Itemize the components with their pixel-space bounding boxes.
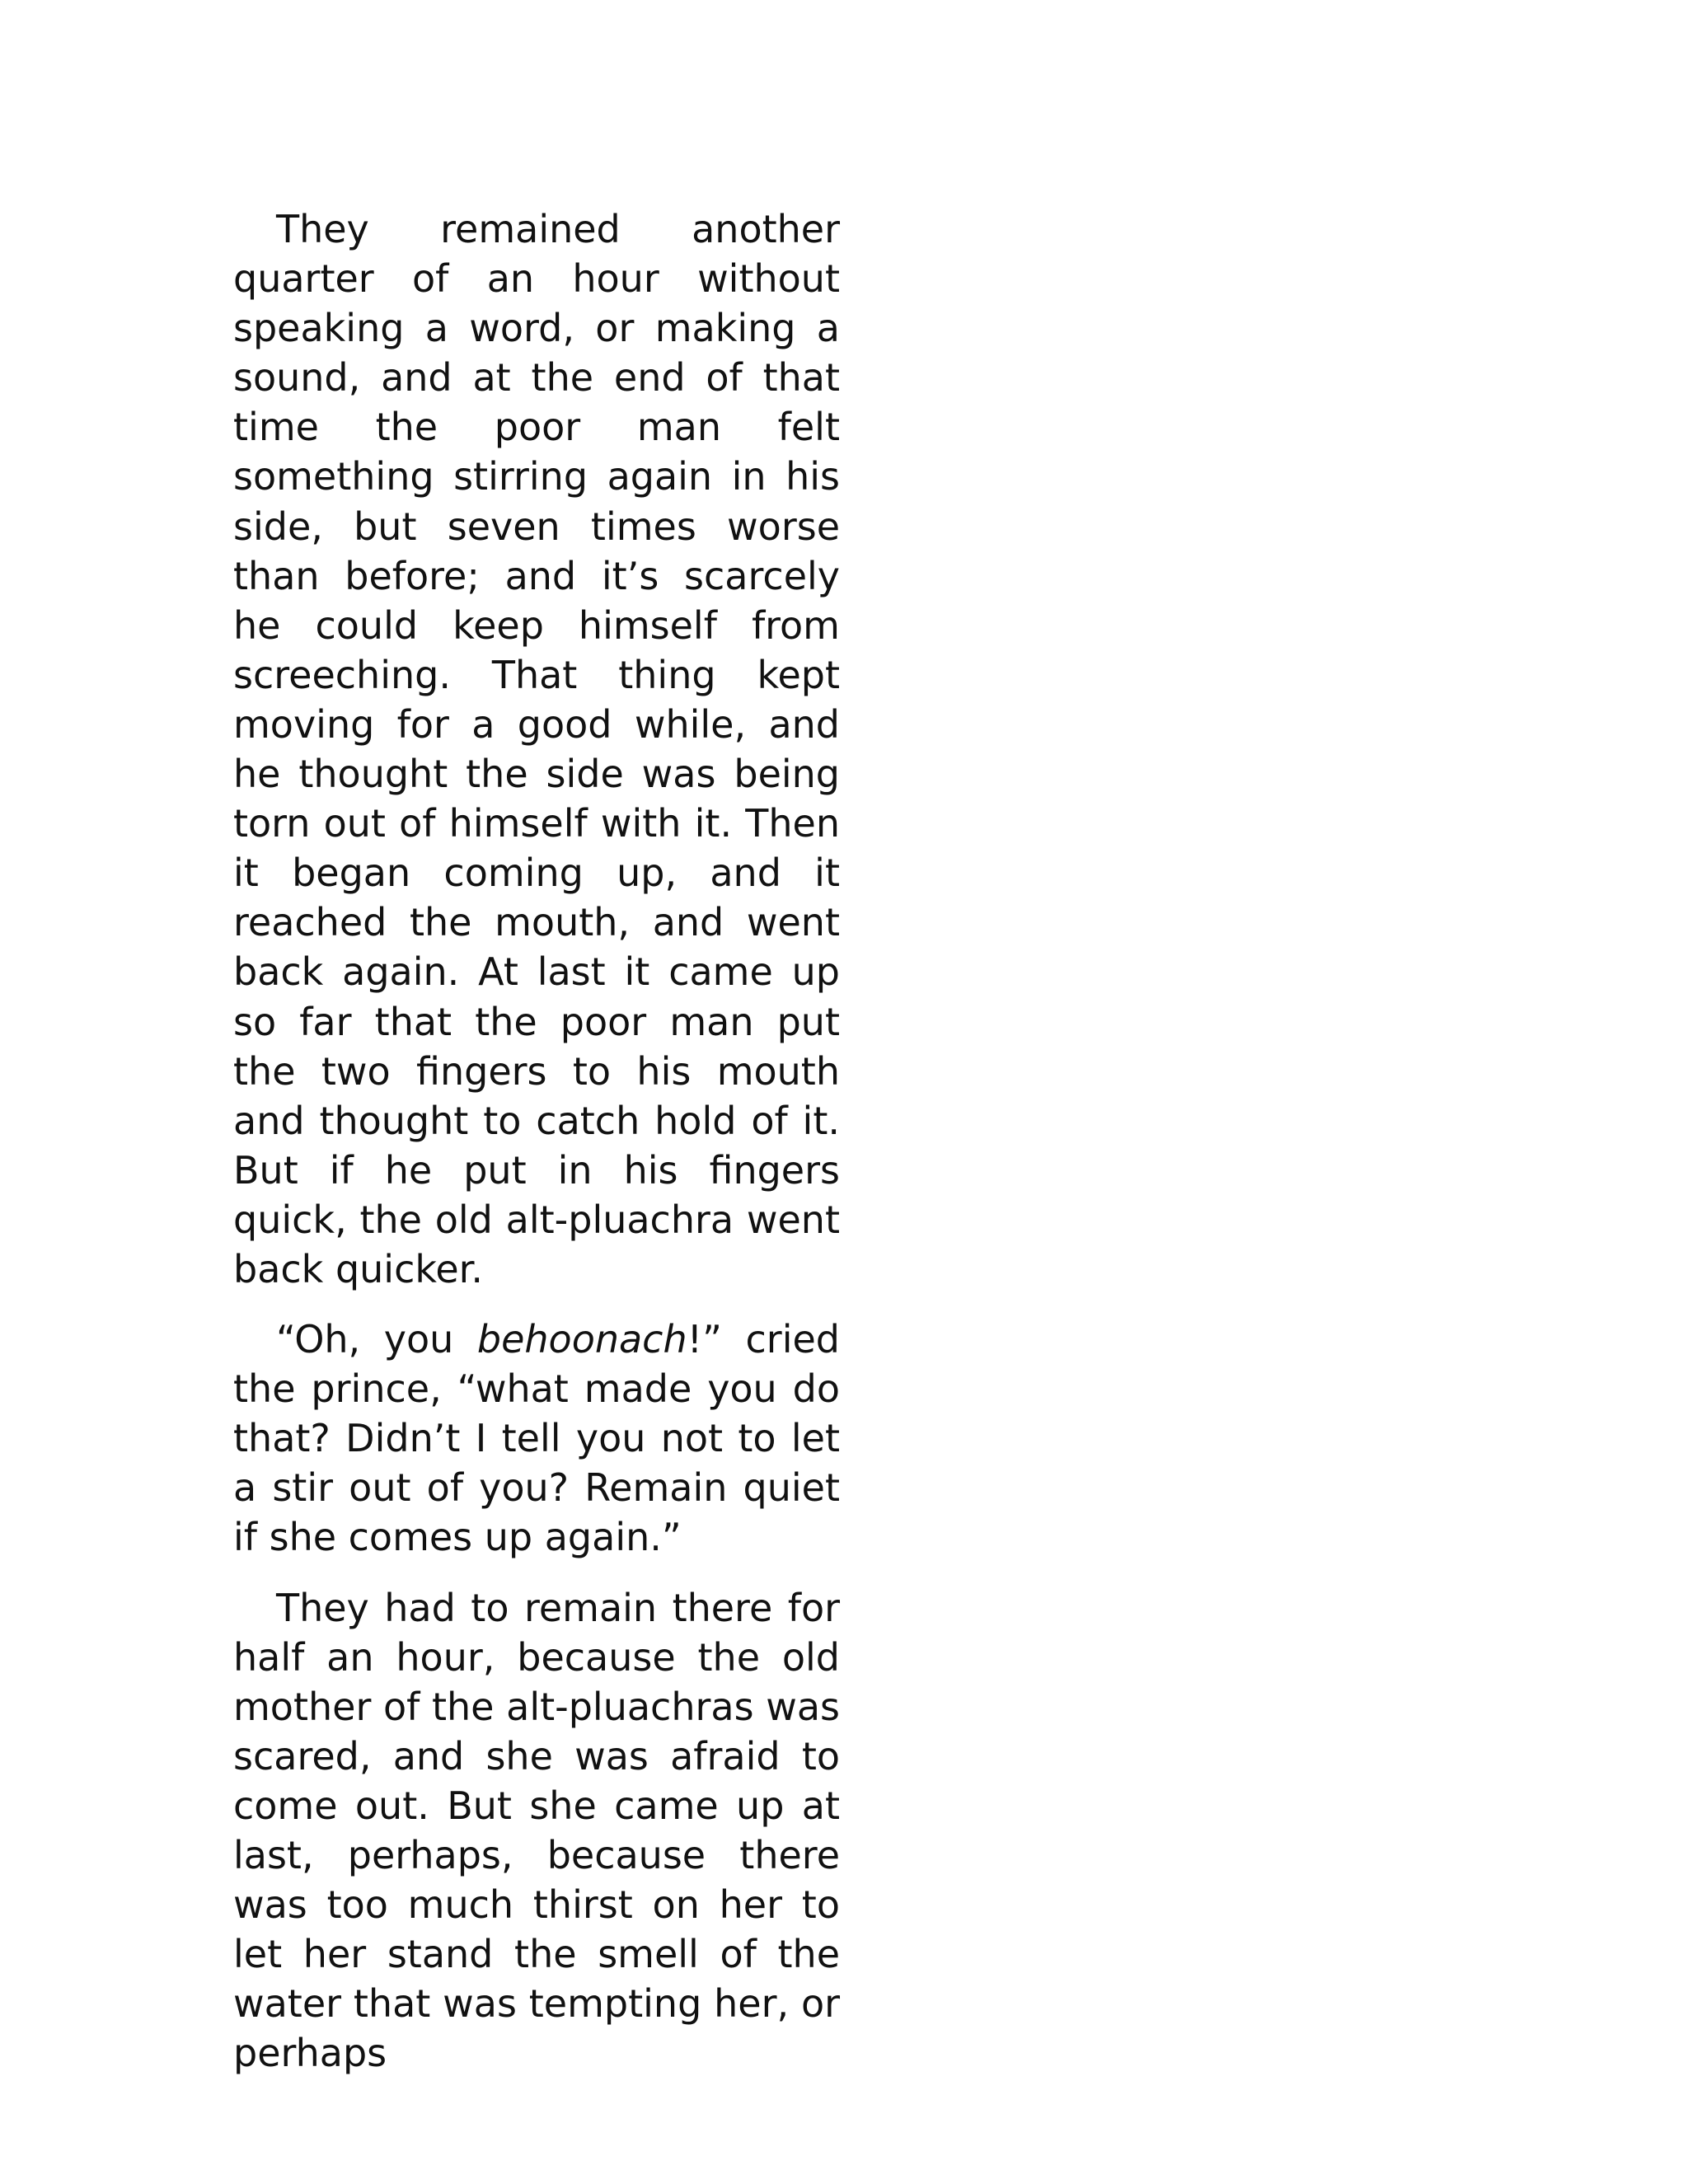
paragraph-2-rest: !” cried the prince, “what made you do that? Didn’t I tell you not to let a stir out of you? Remain quiet if she comes up again.” (233, 1317, 840, 1560)
paragraph-2 (233, 1315, 840, 1562)
paragraph-2-opening: “Oh, you (276, 1317, 477, 1362)
text-column (233, 204, 840, 2078)
paragraph-1: They remained another quarter of an hour without speaking a word, or making a sound, and at the end of that time the poor man felt something stirring again in his side, but seven times worse than before; and it’s scarcely he could keep himself from screeching. That thing kept moving for a good while, and he thought the side was being torn out of himself with it. Then it began coming up, and it reached the mouth, and went back again. At last it came up so far that the poor man put the two fingers to his mouth and thought to catch hold of it. But if he put in his fingers quick, the old alt-pluachra went back quicker. (233, 207, 840, 1291)
italic-word: behoonach (476, 1317, 687, 1362)
paragraph-3: They had to remain there for half an hour, because the old mother of the alt-pluachras was scared, and she was afraid to come out. But she came up at last, perhaps, because there was too much thirst on her to let her stand the smell of the water that was tempting her, or perhaps (233, 1585, 840, 2076)
